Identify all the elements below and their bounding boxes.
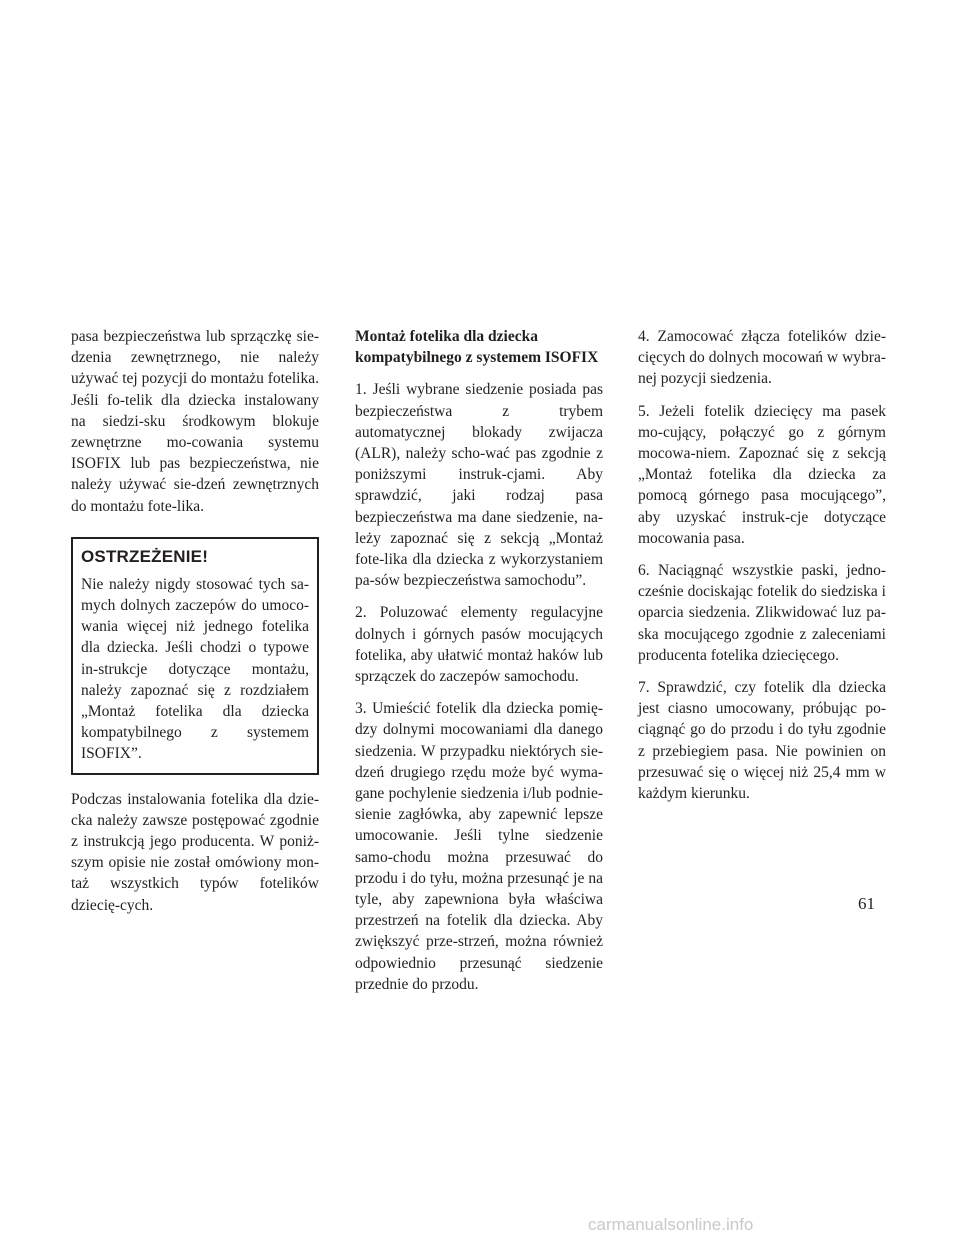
step-2: 2. Poluzować elementy regulacyjne dolnych i górnych pasów mocujących fotelika, aby ułatwić montaż haków lub sprzączek do zaczepów samochodu.: [355, 604, 603, 686]
intro-paragraph: pasa bezpieczeństwa lub sprzączkę sie-dzenia zewnętrznego, nie należy używać tej pozycji do montażu fotelika. Jeśli fo-telik dla dziecka instalowany na siedzi-sku środkowym blokuje zewnętrzne mo-cowania systemu ISOFIX lub pas bezpieczeństwa, nie należy używać sie-dzeń zewnętrznych do montażu fote-lika.: [71, 328, 319, 515]
section-heading: Montaż fotelika dla dziecka kompatybilnego z systemem ISOFIX: [355, 328, 599, 367]
text-column-left: [71, 326, 319, 927]
warning-title: OSTRZEŻENIE!: [81, 546, 209, 566]
text-column-right: [638, 326, 886, 815]
watermark-text: carmanualsonline.info: [588, 1215, 754, 1234]
installation-note-paragraph: Podczas instalowania fotelika dla dzie-cka należy zawsze postępować zgodnie z instrukcją jego producenta. W poniż-szym opisie nie został omówiony mon-taż wszystkich typów fotelików dziecię-cych.: [71, 790, 319, 914]
step-6: 6. Naciągnąć wszystkie paski, jedno-cześnie dociskając fotelik do siedziska i oparcia siedzenia. Zlikwidować luz pa-ska mocującego zgodnie z zaleceniami producenta fotelika dziecięcego.: [638, 562, 886, 664]
warning-text: Nie należy nigdy stosować tych sa-mych dolnych zaczepów do umoco-wania więcej niż jednego fotelika dla dziecka. Jeśli chodzi o typowe in-strukcje dotyczące montażu, należy zapoznać się z rozdziałem „Montaż fotelika dla dziecka kompatybilnego z systemem ISOFIX”.: [81, 575, 309, 763]
warning-box: [71, 537, 319, 775]
step-5: 5. Jeżeli fotelik dziecięcy ma pasek mo-cujący, połączyć go z górnym mocowa-niem. Zapoznać się z sekcją „Montaż fotelika dla dziecka za pomocą górnego pasa mocującego”, aby uzyskać instruk-cje dotyczące mocowania pasa.: [638, 402, 886, 547]
step-7: 7. Sprawdzić, czy fotelik dla dziecka jest ciasno umocowany, próbując po-ciągnąć go do przodu i do tyłu zgodnie z przebiegiem pasa. Nie powinien on przesuwać się o więcej niż 25,4 mm w każdym kierunku.: [638, 679, 886, 803]
step-3: 3. Umieścić fotelik dla dziecka pomię-dzy dolnymi mocowaniami dla danego siedzenia. W przypadku niektórych sie-dzeń drugiego rzędu może być wyma-gane pochylenie siedzenia i/lub podnie-sienie zagłówka, aby zapewnić lepsze umocowanie. Jeśli tylne siedzenie samo-chodu można przesuwać do przodu i do tyłu, można przesunąć je na tyle, aby zapewniona była właściwa przestrzeń na fotelik dla dziecka. Aby zwiększyć prze-strzeń, można również odpowiednio przesunąć siedzenie przednie do przodu.: [355, 700, 603, 993]
step-1: 1. Jeśli wybrane siedzenie posiada pas bezpieczeństwa z trybem automatycznej blokady zwijacza (ALR), należy scho-wać pas zgodnie z poniższymi instruk-cjami. Aby sprawdzić, jaki rodzaj pasa bezpieczeństwa ma dane siedzenie, na-leży zapoznać się z sekcją „Montaż fote-lika dla dziecka z wykorzystaniem pa-sów bezpieczeństwa samochodu”.: [355, 381, 603, 590]
text-column-middle: [355, 326, 603, 1006]
page-number: 61: [858, 894, 875, 913]
step-4: 4. Zamocować złącza fotelików dzie-cięcych do dolnych mocowań w wybra-nej pozycji siedzenia.: [638, 328, 886, 388]
